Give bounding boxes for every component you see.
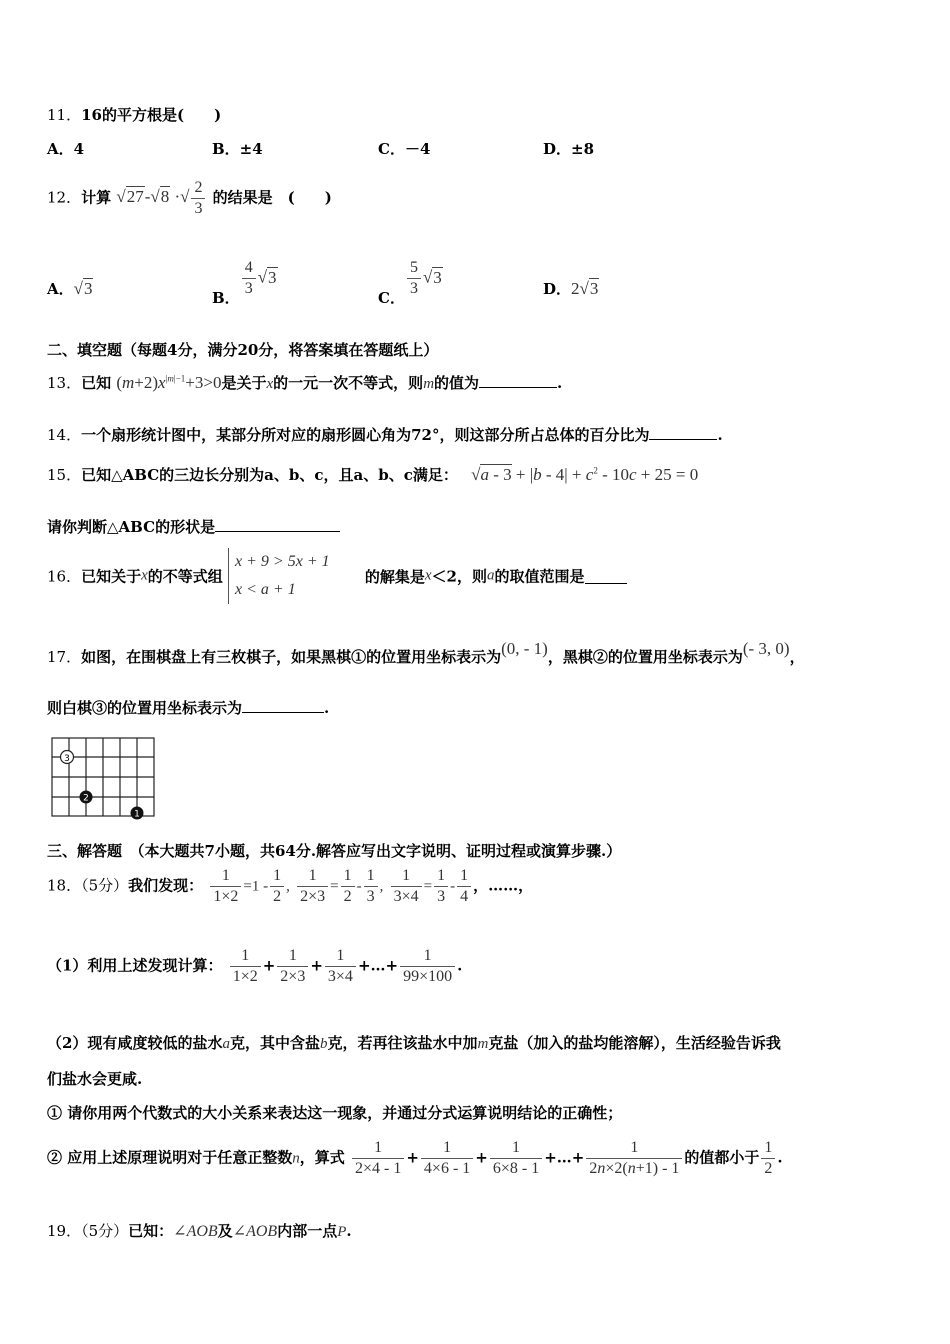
q11-option-c: C．－4 [378, 140, 431, 158]
svg-text:1: 1 [134, 809, 140, 820]
black-stone-2 [80, 791, 93, 804]
svg-text:2: 2 [83, 793, 89, 804]
q12-stem: 12．计算 √27-√8 ·√ $\frac{2}{3}$ 的结果是 ( ) [47, 179, 332, 217]
q18-part2-2: ② 应用上述原理说明对于任意正整数n，算式 $\frac{1}{2\times 4 - 1}$ + $\frac{1}{4\times 6 - 1}$ + $\frac{1}{6\times 8 - 1}$ +…+ $\frac{1}{2n\times 2(n+1) - 1}$ 的值都小于 $\frac{1}{2}$ . [47, 1139, 783, 1177]
q12-option-d: D．2√3 [543, 279, 599, 298]
svg-text:3: 3 [64, 754, 70, 764]
q11-option-b: B．±4 [212, 140, 263, 158]
q15-question: 请你判断△ABC的形状是 [47, 516, 340, 537]
q15-stem: 15．已知△ABC的三边长分别为a、b、c，且a、b、c满足： $√a - 3 + |b - 4| + c^2 - 10c + 25 = 0$ [47, 465, 699, 484]
q12-expression: √27-√8 ·√ $\frac{2}{3}$ [116, 187, 207, 206]
q18-stem: 18．（5分）我们发现： $\frac{1}{1\times 2}$ =1 - $\frac{1}{2}$ , $\frac{1}{2\times 3}$ = $\frac{1}{2}$ - $\frac{1}{3}$ , $\frac{1}{3\times 4}$ = $\frac{1}{3}$ - $\frac{1}{4}$ ，……， [47, 867, 534, 905]
q11-option-d: D．±8 [543, 140, 595, 158]
section-3-heading: 三、解答题 （本大题共7小题，共64分.解答应写出文字说明、证明过程或演算步骤.） [47, 842, 622, 860]
q13-stem: 13．已知 $(m+2)x^{|m|-1}+3>0$是关于x的一元一次不等式，则m的值为 . [47, 373, 563, 392]
q18-part2: （2）现有咸度较低的盐水a克，其中含盐b克，若再往该盐水中加m克盐（加入的盐均能溶解），生活经验告诉我 [47, 1034, 781, 1052]
section-2-heading: 二、填空题（每题4分，满分20分，将答案填在答题纸上） [47, 341, 439, 359]
q16-stem: 16．已知关于x的不等式组 x + 9 > 5x + 1 x < a + 1 的解集是x＜2，则a的取值范围是 [47, 548, 627, 604]
q17-stem: 17．如图，在围棋盘上有三枚棋子，如果黑棋①的位置用坐标表示为(0, - 1)，黑棋②的位置用坐标表示为(- 3, 0)， [47, 639, 805, 666]
q12-option-c: C． $\frac{5}{3}$ √3 [378, 259, 442, 307]
q19-stem: 19．（5分）已知：∠AOB及∠AOB内部一点P. [47, 1222, 352, 1240]
q17-question: 则白棋③的位置用坐标表示为 . [47, 699, 330, 717]
q12-option-b: B． $\frac{4}{3}$ √3 [212, 259, 277, 307]
q11-option-a: A．4 [47, 140, 85, 158]
q18-part2-cont: 们盐水会更咸. [47, 1070, 143, 1088]
q18-part2-1: ① 请你用两个代数式的大小关系来表达这一现象，并通过分式运算说明结论的正确性； [47, 1104, 623, 1122]
black-stone-1 [131, 807, 144, 820]
q11-stem: 11．16的平方根是( ) [47, 106, 222, 124]
go-board-figure [50, 735, 160, 821]
q14-stem: 14．一个扇形统计图中，某部分所对应的扇形圆心角为72°，则这部分所占总体的百分比为 . [47, 426, 723, 444]
q16-inequality-system: x + 9 > 5x + 1 x < a + 1 [228, 548, 330, 604]
white-stone-3 [61, 751, 74, 765]
q18-part1: （1）利用上述发现计算： $\frac{1}{1\times 2}$ + $\frac{1}{2\times 3}$ + $\frac{1}{3\times 4}$ +…+ $\frac{1}{99\times 100}$ . [47, 947, 463, 985]
q12-option-a: A．√3 [47, 279, 93, 298]
